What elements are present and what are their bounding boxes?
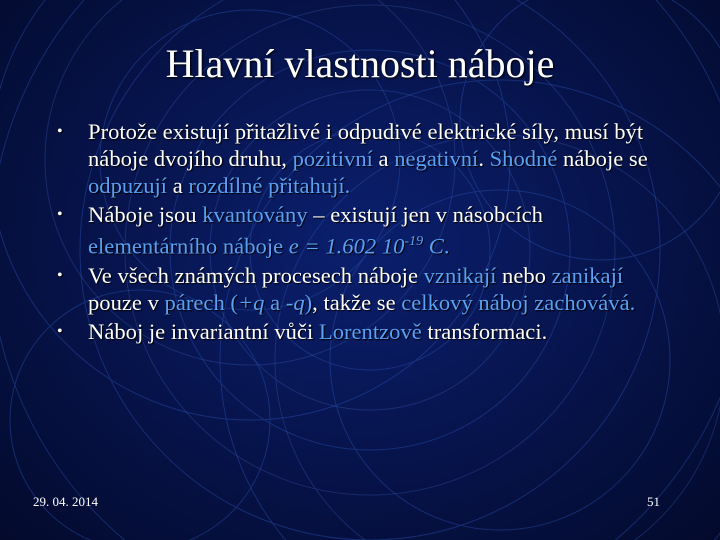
highlight-term: pozitivní xyxy=(292,146,373,171)
bullet-item-invariance xyxy=(55,318,670,345)
text-run: transformaci. xyxy=(421,318,548,344)
text-run: ) xyxy=(304,289,313,315)
text-run: a xyxy=(264,289,286,315)
text-run: , takže se xyxy=(312,289,402,315)
formula-exponent: -19 xyxy=(404,234,424,249)
text-run: Protože existují přitažlivé i odpudivé elektrické síly, musí být náboje dvojího druhu, xyxy=(88,119,644,171)
formula-text: +q xyxy=(237,289,265,315)
highlight-term: rozdílné přitahují xyxy=(188,173,345,198)
text-run: Ve všech známých procesech náboje xyxy=(88,262,424,288)
highlight-term: zanikají xyxy=(551,262,624,288)
highlight-term: celkový náboj zachovává xyxy=(401,289,630,315)
slide-title: Hlavní vlastnosti náboje xyxy=(165,41,555,86)
text-run: pouze v xyxy=(88,289,165,315)
highlight-term: Shodné xyxy=(489,146,558,171)
bullet-item-quantization xyxy=(55,201,670,260)
formula-unit: C xyxy=(423,233,444,259)
text-run: náboje se xyxy=(557,146,648,171)
footer-page-number: 51 xyxy=(647,494,660,509)
bullet-icon: • xyxy=(57,206,63,223)
highlight-term: odpuzují xyxy=(88,173,168,198)
text-run: . xyxy=(478,146,490,171)
text-run: a xyxy=(167,173,189,198)
text-run: Náboje jsou xyxy=(88,202,203,227)
highlight-term: elementárního náboje xyxy=(88,233,289,259)
bullet-icon: • xyxy=(57,266,63,284)
text-run: . xyxy=(344,173,351,198)
text-run: – existují jen v násobcích xyxy=(307,202,543,227)
highlight-term: Lorentzově xyxy=(318,318,422,344)
highlight-term: negativní xyxy=(394,146,479,171)
bullet-icon: • xyxy=(57,123,63,140)
formula-text: -q xyxy=(285,289,305,315)
text-run: ( xyxy=(224,289,238,315)
highlight-term: vznikají xyxy=(423,262,497,288)
text-run: a xyxy=(372,146,395,171)
bullet-item-conservation xyxy=(55,262,670,316)
highlight-term: kvantovány xyxy=(202,202,308,227)
bullet-item-charge-types xyxy=(55,118,670,199)
text-run: Náboj je invariantní vůči xyxy=(88,318,319,344)
bullet-icon: • xyxy=(57,322,63,340)
highlight-term: párech xyxy=(164,289,225,315)
text-run: . xyxy=(629,289,636,315)
text-run: nebo xyxy=(496,262,552,288)
text-run: . xyxy=(443,233,450,259)
footer-date: 29. 04. 2014 xyxy=(33,494,98,509)
formula-text: e = 1.602 10 xyxy=(288,233,405,259)
bullet-list xyxy=(55,118,670,347)
